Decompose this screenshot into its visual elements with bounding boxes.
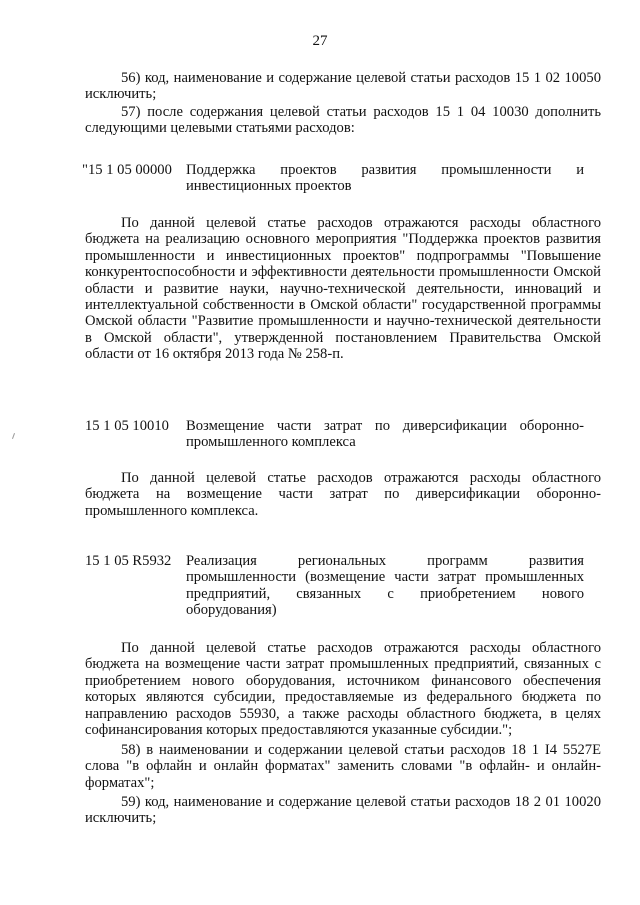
article-code-3: 15 1 05 R5932 <box>85 553 172 569</box>
article-title-2: Возмещение части затрат по диверсификации оборонно-промышленного комплекса <box>186 418 584 451</box>
item-57: 57) после содержания целевой статьи расходов 15 1 04 10030 дополнить следующими целевыми статьями расходов: <box>85 104 601 137</box>
article-title-3: Реализация региональных программ развития промышленности (возмещение части затрат промышленных предприятий, связанных с приобретением нового оборудования) <box>186 553 584 619</box>
item-56: 56) код, наименование и содержание целевой статьи расходов 15 1 02 10050 исключить; <box>85 70 601 103</box>
item-59: 59) код, наименование и содержание целевой статьи расходов 18 2 01 10020 исключить; <box>85 794 601 827</box>
article-code-1: "15 1 05 00000 <box>82 162 172 178</box>
article-description-3: По данной целевой статье расходов отражаются расходы областного бюджета на возмещение части затрат промышленных предприятий, связанных с приобретением нового оборудования, источником финансового обеспечения которых являются субсидии, предоставляемые из федерального бюджета по направлению расходов 55930, а также расходы областного бюджета, в целях софинансирования которых предоставляются указанные субсидии."; <box>85 640 601 739</box>
article-description-2: По данной целевой статье расходов отражаются расходы областного бюджета на возмещение части затрат по диверсификации оборонно-промышленного комплекса. <box>85 470 601 519</box>
item-58: 58) в наименовании и содержании целевой статьи расходов 18 1 I4 5527E слова "в офлайн и онлайн форматах" заменить словами "в офлайн- и онлайн- форматах"; <box>85 742 601 791</box>
article-title-1: Поддержка проектов развития промышленности и инвестиционных проектов <box>186 162 584 195</box>
page-number: 27 <box>312 33 328 49</box>
article-code-2: 15 1 05 10010 <box>85 418 169 434</box>
margin-mark <box>12 433 15 439</box>
article-description-1: По данной целевой статье расходов отражаются расходы областного бюджета на реализацию основного мероприятия "Поддержка проектов развития промышленности и инвестиционных проектов" подпрограммы "Повышение конкурентоспособности и эффективности деятельности промышленности Омской области и развитие науки, научно-технической деятельности, инноваций и интеллектуальной собственности в Омской области" государственной программы Омской области "Развитие промышленности и научно-технической деятельности в Омской области", утвержденной постановлением Правительства Омской области от 16 октября 2013 года № 258-п. <box>85 215 601 363</box>
